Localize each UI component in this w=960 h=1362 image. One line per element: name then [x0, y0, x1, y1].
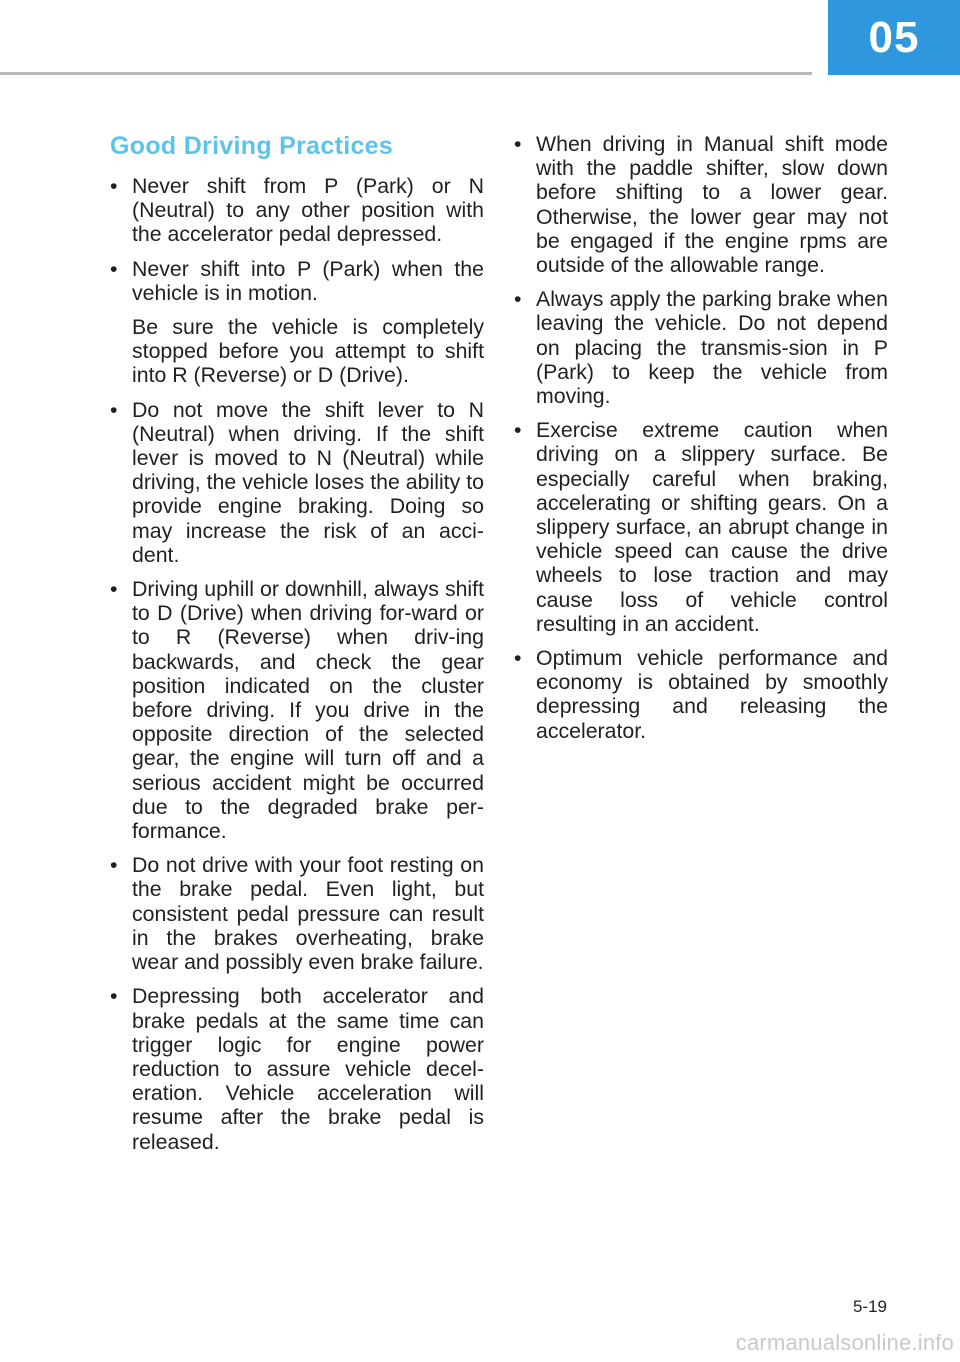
bullet-paragraph: Driving uphill or downhill, always shift to D (Drive) when driving for-ward or to R (Reverse) when driv-ing backwards, and check the gear position indicated on the cluster before driving. If you drive in the opposite direction of the selected gear, the engine will turn off and a serious accident might be occurred due to the degraded brake per-formance. [132, 577, 484, 844]
list-item [110, 257, 484, 388]
bullet-paragraph: Never shift into P (Park) when the vehicle is in motion. [132, 256, 484, 305]
left-column [110, 130, 484, 1164]
bullet-icon: • [110, 984, 118, 1009]
list-item [110, 577, 484, 843]
bullet-paragraph: Do not move the shift lever to N (Neutral) when driving. If the shift lever is moved to N (Neutral) while driving, the vehicle loses the ability to provide engine braking. Doing so may increase the risk of an acci-dent. [132, 397, 484, 567]
header-rule [0, 72, 812, 75]
list-item [110, 984, 484, 1153]
bullet-icon: • [110, 174, 118, 198]
left-bullet-list [110, 174, 484, 1154]
right-column [514, 132, 888, 753]
bullet-icon: • [514, 418, 522, 443]
bullet-paragraph: Be sure the vehicle is completely stopped before you attempt to shift into R (Reverse) or D (Drive). [132, 315, 484, 388]
section-title: Good Driving Practices [110, 132, 394, 160]
bullet-icon: • [514, 646, 522, 671]
bullet-paragraph: Never shift from P (Park) or N (Neutral) to any other position with the accelerator pedal depressed. [132, 174, 484, 247]
watermark: carmanualsonline.info [735, 1330, 954, 1355]
bullet-icon: • [514, 132, 522, 156]
bullet-paragraph: Always apply the parking brake when leaving the vehicle. Do not depend on placing the transmis-sion in P (Park) to keep the vehicle from moving. [536, 287, 888, 409]
list-item [110, 174, 484, 247]
chapter-tab: 05 [828, 0, 960, 75]
bullet-icon: • [110, 853, 118, 878]
bullet-icon: • [110, 256, 118, 281]
bullet-icon: • [514, 287, 522, 312]
list-item [514, 287, 888, 408]
list-item [514, 418, 888, 636]
bullet-paragraph: Depressing both accelerator and brake pedals at the same time can trigger logic for engine power reduction to assure vehicle decel-eration. Vehicle acceleration will resume after the brake pedal is released. [132, 984, 484, 1154]
list-item [110, 398, 484, 567]
bullet-icon: • [110, 577, 118, 602]
bullet-paragraph: Exercise extreme caution when driving on a slippery surface. Be especially careful when braking, accelerating or shifting gears. On a slippery surface, an abrupt change in vehicle speed can cause the drive wheels to lose traction and may cause loss of vehicle control resulting in an accident. [536, 418, 888, 636]
bullet-icon: • [110, 397, 118, 422]
list-item [514, 132, 888, 277]
page-number: 5-19 [852, 1297, 887, 1316]
bullet-paragraph: Do not drive with your foot resting on the brake pedal. Even light, but consistent pedal pressure can result in the brakes overheating, brake wear and possibly even brake failure. [132, 853, 484, 975]
list-item [110, 853, 484, 974]
bullet-paragraph: Optimum vehicle performance and economy is obtained by smoothly depressing and releasing the accelerator. [536, 646, 888, 743]
bullet-paragraph: When driving in Manual shift mode with the paddle shifter, slow down before shifting to a lower gear. Otherwise, the lower gear may not be engaged if the engine rpms are outside of the allowable range. [536, 132, 888, 278]
list-item [514, 646, 888, 743]
right-bullet-list [514, 132, 888, 743]
